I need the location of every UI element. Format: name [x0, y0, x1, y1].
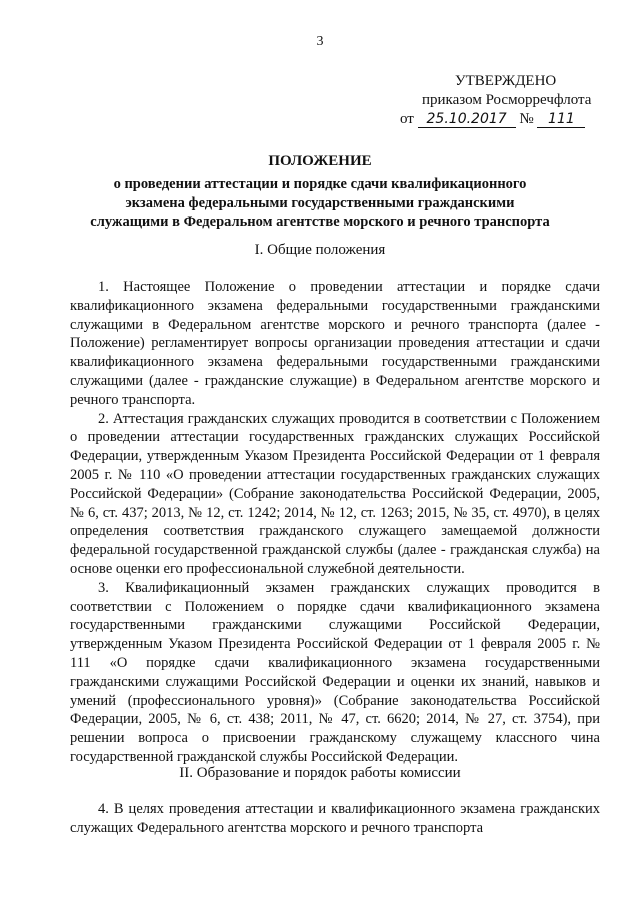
- section-2-body: [70, 800, 600, 838]
- approval-heading: УТВЕРЖДЕНО: [455, 73, 557, 89]
- title-line-3: служащими в Федеральном агентстве морского и речного транспорта: [90, 214, 550, 230]
- paragraph-1: 1. Настоящее Положение о проведении аттестации и порядке сдачи квалификационного экзамена федеральными государственными гражданскими служащими в Федеральном агентстве морского и речного транспорта (далее - Положение) регламентирует вопросы организации проведения аттестации и сдачи квалификационного экзамена федеральными государственными гражданскими служащими (далее - гражданские служащие) в Федеральном агентстве морского и речного транспорта.: [70, 279, 600, 408]
- section-2-heading: II. Образование и порядок работы комиссии: [179, 765, 461, 781]
- date-prefix: от: [400, 111, 414, 127]
- paragraph-4: 4. В целях проведения аттестации и квалификационного экзамена гражданских служащих Федерального агентства морского и речного транспорта: [70, 801, 600, 836]
- paragraph-3: 3. Квалификационный экзамен гражданских служащих проводится в соответствии с Положением о порядке сдачи квалификационного экзамена государственными гражданскими служащими Российской Федерации, утвержденным Указом Президента Российской Федерации от 1 февраля 2005 г. № 111 «О порядке сдачи квалификационного экзамена государственными гражданскими служащими Российской Федерации и оценки их знаний, навыков и умений (профессионального уровня)» (Собрание законодательства Российской Федерации, 2005, № 6, ст. 438; 2011, № 47, ст. 6620; 2014, № 27, ст. 3754), при решении вопроса о присвоении гражданскому служащему классного чина государственной гражданской службы Российской Федерации.: [70, 579, 600, 765]
- title-line-1: о проведении аттестации и порядке сдачи квалификационного: [113, 176, 527, 192]
- section-1-heading: I. Общие положения: [254, 242, 386, 258]
- handwritten-number: 111: [537, 112, 585, 128]
- handwritten-date: 25.10.2017: [418, 112, 516, 128]
- approval-date-number-line: [400, 110, 600, 129]
- approval-order-line: приказом Росморречфлота: [422, 92, 592, 108]
- number-prefix: №: [519, 111, 534, 127]
- approval-stamp: [400, 72, 600, 129]
- page-number: 3: [316, 34, 324, 49]
- title-main: ПОЛОЖЕНИЕ: [268, 153, 372, 169]
- paragraph-2: 2. Аттестация гражданских служащих проводится в соответствии с Положением о проведении аттестации государственных гражданских служащих Российской Федерации, утвержденным Указом Президента Российской Федерации от 1 февраля 2005 г. № 110 «О проведении аттестации государственных гражданских служащих Российской Федерации» (Собрание законодательства Российской Федерации, 2005, № 6, ст. 437; 2013, № 12, ст. 1242; 2014, № 12, ст. 1263; 2015, № 35, ст. 4970), в целях определения соответствия гражданского служащего замещаемой должности федеральной государственной гражданской службы (далее - гражданская служба) на основе оценки его профессиональной служебной деятельности.: [70, 410, 600, 577]
- section-1-body: [70, 278, 600, 767]
- document-title: [0, 152, 640, 232]
- title-line-2: экзамена федеральными государственными гражданскими: [125, 195, 515, 211]
